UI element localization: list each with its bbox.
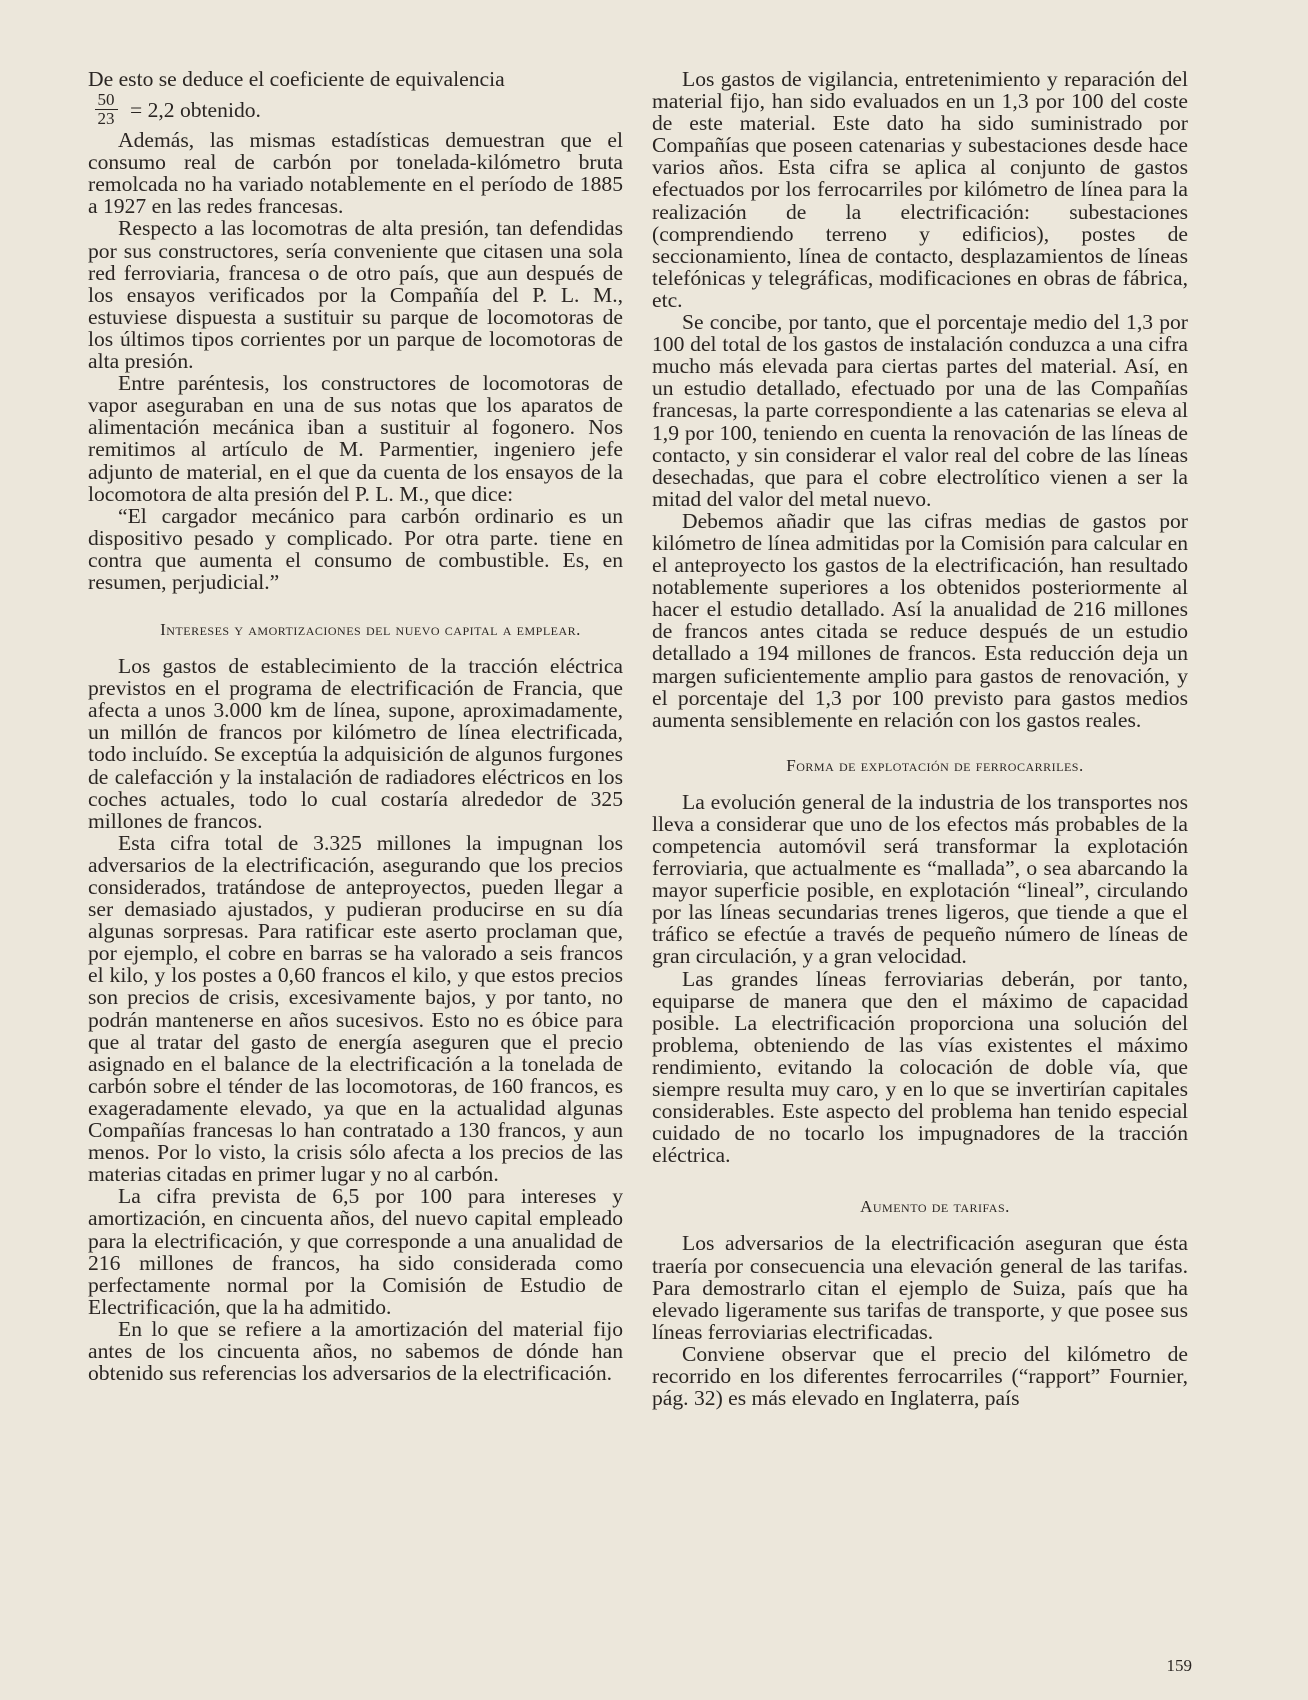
paragraph: Los gastos de establecimiento de la tracción eléctrica previstos en el programa de electrificación de Francia, que afecta a unos 3.000 km de línea, supone, aproximadamente, un millón de francos por kilómetro de línea electrificada, todo incluído. Se exceptúa la adquisición de algunos furgones de calefacción y la instalación de radiadores eléctricos en los coches actuales, todo lo cual costaría alrededor de 325 millones de francos. — [88, 654, 623, 833]
section-heading: Aumento de tarifas. — [860, 1197, 1010, 1217]
quote-paragraph: “El cargador mecánico para carbón ordinario es un dispositivo pesado y complicado. Por otra parte. tiene en contra que aumenta el consumo de combustible. Es, en resumen, perjudicial.” — [88, 503, 623, 594]
fraction-denominator: 23 — [97, 109, 115, 129]
paragraph: Esta cifra total de 3.325 millones la impugnan los adversarios de la electrificación, asegurando que los precios considerados, tratándose de anteproyectos, pueden llegar a ser demasiado ajustados, y pudieran producirse en su día algunas sorpresas. Para ratificar este aserto proclaman que, por ejemplo, el cobre en barras se ha valorado a seis francos el kilo, y los postes a 0,60 francos el kilo, y que estos precios son precios de crisis, excesivamente bajos, y por tanto, no podrán mantenerse en años sucesivos. Esto no es óbice para que al tratar del gasto de energía aseguren que el precio asignado en el balance de la electrificación a la tonelada de carbón sobre el ténder de las locomotoras, de 160 francos, es exageradamente elevado, ya que en la actualidad algunas Compañías francesas lo han contratado a 130 francos, y aun menos. Por lo visto, la crisis sólo afecta a los precios de las materias citadas en primer lugar y no al carbón. — [88, 830, 623, 1187]
paragraph: Los gastos de vigilancia, entretenimiento y reparación del material fijo, han sido evaluados en un 1,3 por 100 del coste de este material. Este dato ha sido suministrado por Compañías que poseen catenarias y subestaciones desde hace varios años. Esta cifra se aplica al conjunto de gastos efectuados por los ferrocarriles por kilómetro de línea para la realización de la electrificación: subestaciones (comprendiendo terreno y edificios), postes de seccionamiento, línea de contacto, desplazamientos de líneas telefónicas y telegráficas, modificaciones en obras de fábrica, etc. — [652, 67, 1188, 312]
paragraph: Debemos añadir que las cifras medias de gastos por kilómetro de línea admitidas por la Comisión para calcular en el anteproyecto los gastos de la electrificación, han resultado notablemente superiores a los obtenidos posteriormente al hacer el estudio detallado. Así la anualidad de 216 millones de francos antes citada se reduce después de un estudio detallado a 194 millones de francos. Esta reducción deja un margen suficientemente amplio para gastos de renovación, y el porcentaje del 1,3 por 100 previsto para gastos medios aumenta sensiblemente en relación con los gastos reales. — [652, 508, 1188, 732]
fraction — [88, 91, 124, 128]
paragraph: La cifra prevista de 6,5 por 100 para intereses y amortización, en cincuenta años, del nuevo capital empleado para la electrificación, y que corresponde a una anualidad de 216 millones de francos, ha sido considerada como perfectamente normal por la Comisión de Estudio de Electrificación, que la ha admitido. — [88, 1184, 623, 1319]
paragraph: Se concibe, por tanto, que el porcentaje medio del 1,3 por 100 del total de los gastos de instalación conduzca a una cifra mucho más elevada para ciertas partes del material. Así, en un estudio detallado, efectuado por una de las Compañías francesas, la parte correspondiente a las catenarias se eleva al 1,9 por 100, teniendo en cuenta la renovación de las líneas de contacto, y sin considerar el valor real del cobre de las líneas desechadas, que para el cobre electrolítico vienen a ser la mitad del valor del metal nuevo. — [652, 310, 1188, 511]
left-column — [88, 68, 623, 1384]
paragraph: La evolución general de la industria de los transportes nos lleva a considerar que uno de los efectos más probables de la competencia automóvil será transformar la explotación ferroviaria, que actualmente es “mallada”, o sea abarcando la mayor superficie posible, en explotación “lineal”, circulando por las líneas secundarias trenes ligeros, que tiende a que el tráfico se efectúe a través de pequeño número de líneas de gran circulación, y a gran velocidad. — [652, 789, 1188, 969]
right-column — [652, 68, 1188, 1409]
paragraph: Además, las mismas estadísticas demuestran que el consumo real de carbón por tonelada-kilómetro bruta remolcada no ha variado notablemente en el período de 1885 a 1927 en las redes francesas. — [88, 128, 623, 219]
equivalence-formula — [88, 91, 623, 128]
intro-paragraph: De esto se deduce el coeficiente de equivalencia — [88, 67, 505, 91]
paragraph: Respecto a las locomotras de alta presión, tan defendidas por sus constructores, sería conveniente que citasen una sola red ferroviaria, francesa o de otro país, que aun después de los ensayos verificados por la Compañía del P. L. M., estuviese dispuesta a sustituir su parque de locomotoras de los últimos tipos corrientes por un parque de locomotoras de alta presión. — [88, 216, 623, 374]
section-heading: Intereses y amortizaciones del nuevo capital a emplear. — [160, 620, 581, 640]
paragraph: Entre paréntesis, los constructores de locomotoras de vapor aseguraban en una de sus notas que los aparatos de alimentación mecánica iban a sustituir al fogonero. Nos remitimos al artículo de M. Parmentier, ingeniero jefe adjunto de material, en el que da cuenta de los ensayos de la locomotora de alta presión del P. L. M., que dice: — [88, 371, 623, 506]
paragraph: Conviene observar que el precio del kilómetro de recorrido en los diferentes ferrocarriles (“rapport” Fournier, pág. 32) es más elevado en Inglaterra, país — [652, 1341, 1188, 1411]
paragraph: En lo que se refiere a la amortización del material fijo antes de los cincuenta años, no sabemos de dónde han obtenido sus referencias los adversarios de la electrificación. — [88, 1316, 623, 1386]
paragraph: Las grandes líneas ferroviarias deberán, por tanto, equiparse de manera que den el máximo de capacidad posible. La electrificación proporciona una solución del problema, obteniendo de las vías existentes el máximo rendimiento, evitando la colocación de doble vía, que siempre resulta muy caro, y en lo que se invertirían capitales considerables. Este aspecto del problema han tenido especial cuidado de no tocarlo los impugnadores de la tracción eléctrica. — [652, 966, 1188, 1168]
formula-result: = 2,2 obtenido. — [130, 97, 261, 122]
fraction-numerator: 50 — [95, 91, 118, 110]
page-number: 159 — [1166, 1656, 1192, 1675]
section-heading: Forma de explotación de ferrocarriles. — [786, 755, 1084, 775]
paragraph: Los adversarios de la electrificación aseguran que ésta traería por consecuencia una elevación general de las tarifas. Para demostrarlo citan el ejemplo de Suiza, país que ha elevado ligeramente sus tarifas de transporte, y que posee sus líneas ferroviarias electrificadas. — [652, 1231, 1188, 1344]
